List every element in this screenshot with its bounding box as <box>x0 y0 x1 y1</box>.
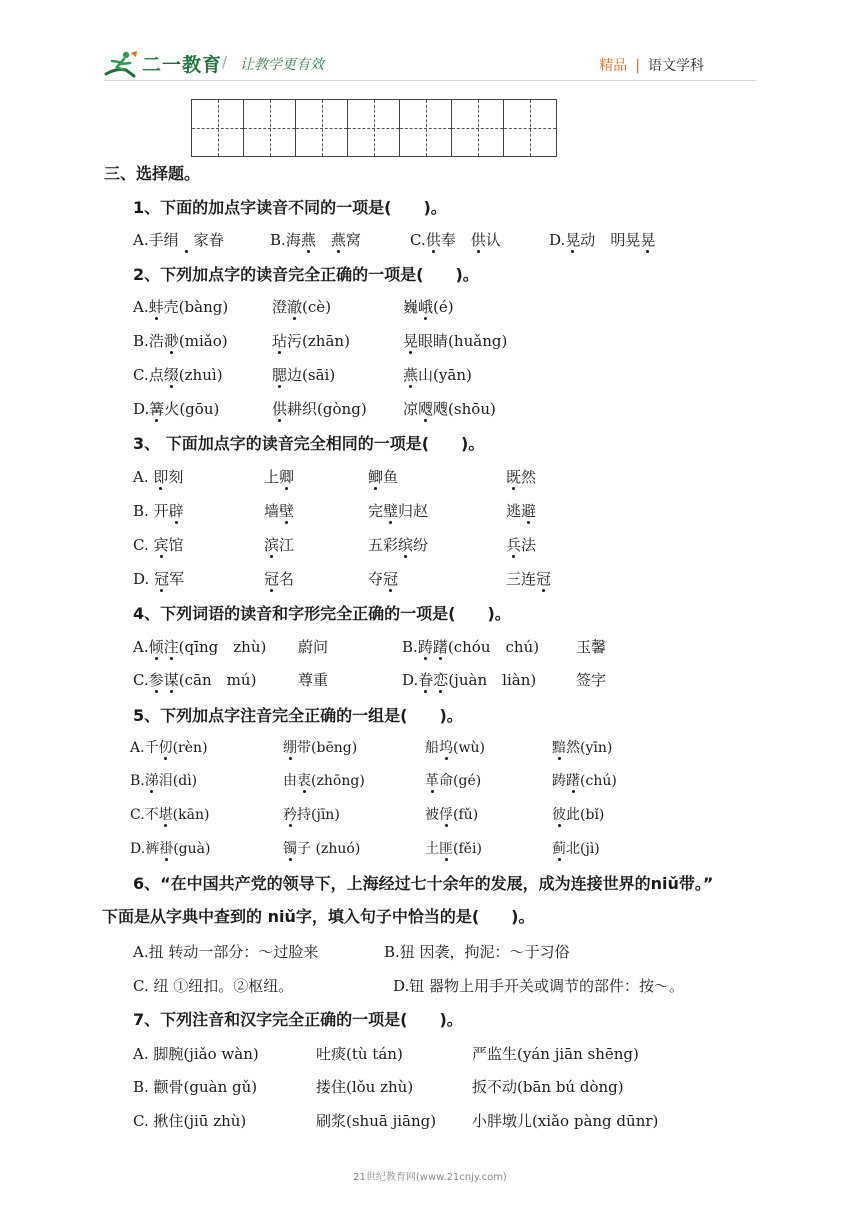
q2-a-2: 澄澈(cè) <box>272 298 332 316</box>
q3-c-4: 兵法 <box>506 536 537 554</box>
question-4-stem: 4、下列词语的读音和字形完全正确的一项是( )。 <box>133 604 511 623</box>
q4-d-2: 签字 <box>576 671 607 689</box>
q5-a-4: 黯然(yīn) <box>552 740 613 756</box>
q2-c-2: 腮边(sāi) <box>272 366 336 384</box>
question-6-stem: 6、“在中国共产党的领导下，上海经过七十余年的发展，成为连接世界的niǔ带。” <box>133 874 714 893</box>
grid-cell <box>348 100 400 156</box>
question-2-stem: 2、下列加点字的读音完全正确的一项是( )。 <box>133 265 479 284</box>
q3-c-2: 滨江 <box>264 536 295 554</box>
q5-c-2: 矜持(jīn) <box>283 807 340 823</box>
q3-d-2: 冠名 <box>264 570 295 588</box>
grid-cell <box>296 100 348 156</box>
q3-d-1: D. 冠军 <box>133 570 185 588</box>
q3-a-2: 上卿 <box>264 468 295 486</box>
q1-option-d: D.晃动 明晃晃 <box>549 231 656 249</box>
emphasis-dot-char: 供 <box>425 231 441 249</box>
emphasis-dot-char: 避 <box>521 502 537 520</box>
q2-c-3: 燕山(yān) <box>403 366 472 384</box>
q4-a-2: 蔚问 <box>298 638 329 656</box>
emphasis-dot-char: 晃 <box>640 231 656 249</box>
emphasis-dot-char: 蚌 <box>148 298 164 316</box>
emphasis-dot-char: 渺 <box>163 332 179 350</box>
emphasis-dot-char: 矜 <box>283 807 297 823</box>
q2-d-1: D.篝火(gōu) <box>133 400 220 418</box>
emphasis-dot-char: 澈 <box>287 298 303 316</box>
q3-d-3: 夺冠 <box>368 570 399 588</box>
emphasis-dot-char: 晃 <box>403 332 419 350</box>
emphasis-dot-char: 壁 <box>279 502 295 520</box>
q6-option-d: D.钮 器物上用手开关或调节的部件：按～。 <box>393 977 685 995</box>
emphasis-dot-char: 篝 <box>149 400 165 418</box>
q5-d-3: 土匪(fěi) <box>425 841 482 857</box>
emphasis-dot-char: 参 <box>148 671 164 689</box>
q3-d-4: 三连冠 <box>506 570 552 588</box>
grid-cell <box>452 100 504 156</box>
q5-b-1: B.涕泪(dì) <box>130 773 198 789</box>
header-divider: | <box>635 58 640 74</box>
emphasis-dot-char: 冠 <box>154 570 170 588</box>
emphasis-dot-char: 躇 <box>432 638 448 656</box>
emphasis-dot-char: 谋 <box>163 671 179 689</box>
emphasis-dot-char: 仞 <box>158 740 173 756</box>
emphasis-dot-char <box>179 231 194 249</box>
runner-logo-icon <box>104 50 138 78</box>
emphasis-dot-char: 璧 <box>383 502 399 520</box>
quality-badge: 精品 <box>599 58 628 74</box>
emphasis-dot-char: 燕 <box>403 366 419 384</box>
emphasis-dot-char: 飕 <box>418 400 434 418</box>
q3-c-3: 五彩缤纷 <box>368 536 429 554</box>
header-separator: / <box>222 53 228 71</box>
question-6-stem-cont: 下面是从字典中查到的 niǔ字，填入句子中恰当的是( )。 <box>102 907 535 926</box>
q4-b-1: B.踌躇(chóu chú) <box>402 638 540 656</box>
q7-c-2: 刷浆(shuā jiāng) <box>316 1112 437 1130</box>
emphasis-dot-char: 鲫 <box>368 468 384 486</box>
emphasis-dot-char: 坞 <box>439 740 453 756</box>
question-3-stem: 3、 下面加点字的读音完全相同的一项是( )。 <box>133 434 485 453</box>
header-rule <box>104 80 756 81</box>
q3-b-4: 逃避 <box>506 502 537 520</box>
q3-b-1: B. 开辟 <box>133 502 184 520</box>
emphasis-dot-char: 踌 <box>417 638 433 656</box>
emphasis-dot-char: 褂 <box>159 841 174 857</box>
emphasis-dot-char: 恋 <box>433 671 449 689</box>
grid-cell <box>244 100 296 156</box>
emphasis-dot-char: 冠 <box>264 570 280 588</box>
grid-cell <box>400 100 452 156</box>
q1-option-a: A.手绢 家眷 <box>133 231 224 249</box>
writing-grid <box>191 99 557 157</box>
emphasis-dot-char: 滨 <box>264 536 280 554</box>
emphasis-dot-char: 躇 <box>566 773 580 789</box>
q4-a-1: A.倾注(qīng zhù) <box>133 638 267 656</box>
q4-b-2: 玉馨 <box>576 638 607 656</box>
subject-label: 语文学科 <box>648 58 704 74</box>
emphasis-dot-char: 辟 <box>168 502 184 520</box>
q3-a-4: 既然 <box>506 468 537 486</box>
q2-c-1: C.点缀(zhuì) <box>133 366 223 384</box>
emphasis-dot-char: 燕 <box>330 231 346 249</box>
section-title: 三、选择题。 <box>104 164 201 183</box>
q3-b-2: 墙壁 <box>264 502 295 520</box>
q2-a-1: A.蚌壳(bàng) <box>133 298 229 316</box>
emphasis-dot-char: 供 <box>272 400 288 418</box>
emphasis-dot-char: 缤 <box>398 536 414 554</box>
emphasis-dot-char: 注 <box>163 638 179 656</box>
q5-c-1: C.不堪(kān) <box>130 807 210 823</box>
q3-a-1: A. 即刻 <box>133 468 184 486</box>
emphasis-dot-char: 黯 <box>552 740 566 756</box>
q3-b-3: 完璧归赵 <box>368 502 429 520</box>
emphasis-dot-char: 衷 <box>297 773 311 789</box>
q1-option-b: B.海燕 燕窝 <box>270 231 361 249</box>
header-right <box>599 55 704 75</box>
emphasis-dot-char: 兵 <box>506 536 522 554</box>
q5-a-1: A.千仞(rèn) <box>130 740 208 756</box>
page-header <box>0 0 860 90</box>
question-7-stem: 7、下列注音和汉字完全正确的一项是( )。 <box>133 1010 463 1029</box>
emphasis-dot-char: 冠 <box>536 570 552 588</box>
q5-d-4: 蓟北(jì) <box>552 841 600 857</box>
brand-name: 二一教育 <box>142 54 223 76</box>
grid-cell <box>192 100 244 156</box>
q5-d-1: D.裤褂(guà) <box>130 841 211 857</box>
q7-b-2: 搂住(lǒu zhù) <box>316 1078 414 1096</box>
emphasis-dot-char: 晃 <box>565 231 581 249</box>
q4-c-2: 尊重 <box>298 671 329 689</box>
q5-b-3: 革命(gé) <box>425 773 482 789</box>
emphasis-dot-char: 绷 <box>283 740 297 756</box>
q2-b-1: B.浩渺(miǎo) <box>133 332 228 350</box>
q6-option-b: B.狃 因袭，拘泥：～于习俗 <box>384 943 570 961</box>
q6-option-a: A.扭 转动一部分：～过脸来 <box>133 943 319 961</box>
emphasis-dot-char: 镯 <box>283 841 297 857</box>
q5-b-4: 踌躇(chú) <box>552 773 617 789</box>
q2-d-3: 凉飕飕(shōu) <box>403 400 496 418</box>
emphasis-dot-char: 冠 <box>383 570 399 588</box>
q7-a-3: 严监生(yán jiān shēng) <box>472 1045 639 1063</box>
q6-option-c: C. 纽 ①纽扣。②枢纽。 <box>133 977 294 995</box>
emphasis-dot-char: 革 <box>425 773 439 789</box>
q4-c-1: C.参谋(cān mú) <box>133 671 257 689</box>
question-1-stem: 1、下面的加点字读音不同的一项是( )。 <box>133 198 447 217</box>
emphasis-dot-char: 倾 <box>148 638 164 656</box>
q3-c-1: C. 宾馆 <box>133 536 184 554</box>
emphasis-dot-char: 既 <box>506 468 522 486</box>
q2-b-2: 玷污(zhān) <box>272 332 350 350</box>
emphasis-dot-char: 宾 <box>153 536 169 554</box>
question-5-stem: 5、下列加点字注音完全正确的一组是( )。 <box>133 706 463 725</box>
emphasis-dot-char: 蓟 <box>552 841 566 857</box>
q1-option-c: C.供奉 供认 <box>410 231 501 249</box>
emphasis-dot-char: 卿 <box>279 468 295 486</box>
q5-d-2: 镯子 (zhuó) <box>283 841 361 857</box>
q7-a-1: A. 脚腕(jiǎo wàn) <box>133 1045 259 1063</box>
q7-c-3: 小胖墩儿(xiǎo pàng dūnr) <box>472 1112 659 1130</box>
emphasis-dot-char: 缀 <box>163 366 179 384</box>
grid-cell <box>504 100 556 156</box>
q7-b-3: 扳不动(bān bú dòng) <box>472 1078 624 1096</box>
q5-c-4: 彼此(bǐ) <box>552 807 605 823</box>
q7-a-2: 吐痰(tù tán) <box>316 1045 403 1063</box>
emphasis-dot-char: 彼 <box>552 807 566 823</box>
brand-slogan: 让教学更有效 <box>240 57 324 73</box>
emphasis-dot-char: 腮 <box>272 366 288 384</box>
emphasis-dot-char: 燕 <box>300 231 316 249</box>
q5-a-3: 船坞(wù) <box>425 740 485 756</box>
page-footer: 21世纪教育网(www.21cnjy.com) <box>353 1172 507 1183</box>
q5-a-2: 绷带(bēng) <box>283 740 358 756</box>
emphasis-dot-char: 即 <box>153 468 169 486</box>
emphasis-dot-char: 供 <box>470 231 486 249</box>
emphasis-dot-char: 堪 <box>158 807 173 823</box>
q2-b-3: 晃眼睛(huǎng) <box>403 332 508 350</box>
q5-c-3: 被俘(fǔ) <box>425 807 479 823</box>
q5-b-2: 由衷(zhōng) <box>283 773 365 789</box>
q4-d-1: D.眷恋(juàn liàn) <box>402 671 537 689</box>
emphasis-dot-char: 眷 <box>418 671 434 689</box>
q7-c-1: C. 揪住(jiū zhù) <box>133 1112 247 1130</box>
emphasis-dot-char: 玷 <box>272 332 288 350</box>
emphasis-dot-char: 峨 <box>418 298 434 316</box>
q2-a-3: 巍峨(é) <box>403 298 454 316</box>
emphasis-dot-char: 俘 <box>439 807 453 823</box>
emphasis-dot-char: 涕 <box>144 773 159 789</box>
q3-a-3: 鲫鱼 <box>368 468 399 486</box>
q2-d-2: 供耕织(gòng) <box>272 400 367 418</box>
q7-b-1: B. 颧骨(guàn gǔ) <box>133 1078 258 1096</box>
emphasis-dot-char: 匪 <box>439 841 453 857</box>
